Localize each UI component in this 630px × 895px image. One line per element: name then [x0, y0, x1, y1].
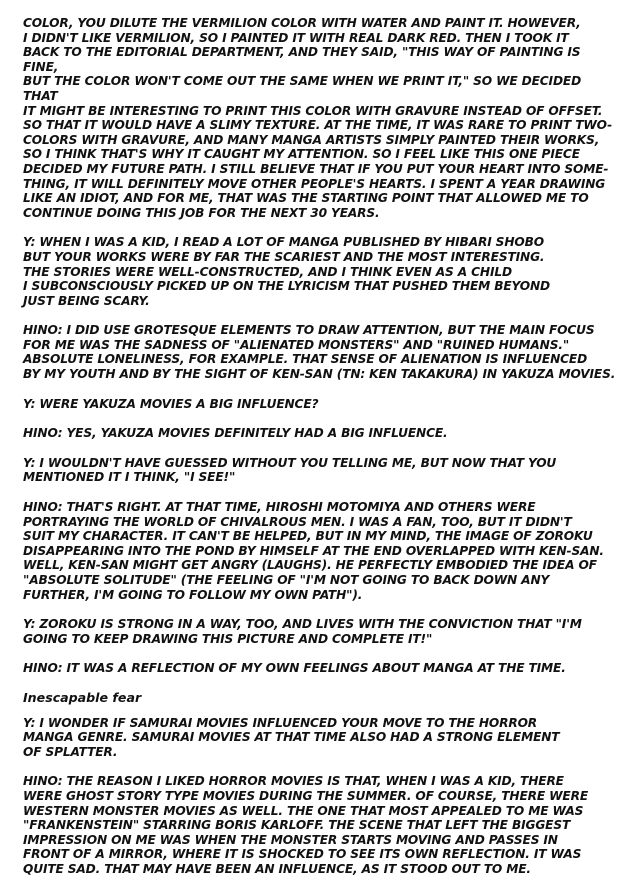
section-heading: Inescapable fear	[23, 689, 142, 705]
paragraph-i-see: Y: I WOULDN'T HAVE GUESSED WITHOUT YOU TELLING ME, BUT NOW THAT YOU MENTIONED IT I THINK, "I SEE!"	[23, 455, 557, 485]
paragraph-frankenstein: HINO: THE REASON I LIKED HORROR MOVIES IS THAT, WHEN I WAS A KID, THERE WERE GHOST STORY TYPE MOVIES DURING THE SUMMER. OF COURSE, THERE WERE WESTERN MONSTER MOVIES AS WELL. THE ONE THAT MOST APPEALED TO ME WAS "FRANKENSTEIN" STARRING BORIS KARLOFF. THE SCENE THAT LEFT THE BIGGEST IMPRESSION ON ME WAS WHEN THE MONSTER STARTS MOVING AND PASSES IN FRONT OF A MIRROR, WHERE IT IS SHOCKED TO SEE ITS OWN REFLECTION. IT WAS QUITE SAD. THAT MAY HAVE BEEN AN INFLUENCE, AS IT STOOD OUT TO ME.	[23, 774, 589, 876]
paragraph-vermilion-gravure: COLOR, YOU DILUTE THE VERMILION COLOR WITH WATER AND PAINT IT. HOWEVER, I DIDN'T LIKE VERMILION, SO I PAINTED IT WITH REAL DARK RED. THEN I TOOK IT BACK TO THE EDITORIAL DEPARTMENT, AND THEY SAID, "THIS WAY OF PAINTING IS FINE, BUT THE COLOR WON'T COME OUT THE SAME WHEN WE PRINT IT," SO WE DECIDED THAT IT MIGHT BE INTERESTING TO PRINT THIS COLOR WITH GRAVURE INSTEAD OF OFFSET. SO THAT IT WOULD HAVE A SLIMY TEXTURE. AT THE TIME, IT WAS RARE TO PRINT TWO- COLORS WITH GRAVURE, AND MANY MANGA ARTISTS SIMPLY PAINTED THEIR WORKS, SO I THINK THAT'S WHY IT CAUGHT MY ATTENTION. SO I FEEL LIKE THIS ONE PIECE DECIDED MY FUTURE PATH. I STILL BELIEVE THAT IF YOU PUT YOUR HEART INTO SOME- THING, IT WILL DEFINITELY MOVE OTHER PEOPLE'S HEARTS. I SPENT A YEAR DRAWING LIKE AN IDIOT, AND FOR ME, THAT WAS THE STARTING POINT THAT ALLOWED ME TO CONTINUE DOING THIS JOB FOR THE NEXT 30 YEARS.	[23, 16, 612, 220]
paragraph-hibari-shobo: Y: WHEN I WAS A KID, I READ A LOT OF MANGA PUBLISHED BY HIBARI SHOBO BUT YOUR WORKS WERE BY FAR THE SCARIEST AND THE MOST INTERESTING. THE STORIES WERE WELL-CONSTRUCTED, AND I THINK EVEN AS A CHILD I SUBCONSCIOUSLY PICKED UP ON THE LYRICISM THAT PUSHED THEM BEYOND JUST BEING SCARY.	[23, 235, 551, 308]
paragraph-alienated-monsters: HINO: I DID USE GROTESQUE ELEMENTS TO DRAW ATTENTION, BUT THE MAIN FOCUS FOR ME WAS THE SADNESS OF "ALIENATED MONSTERS" AND "RUINED HUMANS." ABSOLUTE LONELINESS, FOR EXAMPLE. THAT SENSE OF ALIENATION IS INFLUENCED BY MY YOUTH AND BY THE SIGHT OF KEN-SAN (TN: KEN TAKAKURA) IN YAKUZA MOVIES.	[23, 323, 616, 382]
paragraph-yakuza-answer: HINO: YES, YAKUZA MOVIES DEFINITELY HAD A BIG INFLUENCE.	[23, 426, 448, 441]
paragraph-zoroku: Y: ZOROKU IS STRONG IN A WAY, TOO, AND LIVES WITH THE CONVICTION THAT "I'M GOING TO KEEP DRAWING THIS PICTURE AND COMPLETE IT!"	[23, 617, 582, 646]
paragraph-reflection: HINO: IT WAS A REFLECTION OF MY OWN FEELINGS ABOUT MANGA AT THE TIME.	[23, 661, 566, 676]
interview-page	[23, 16, 619, 892]
paragraph-samurai-movies: Y: I WONDER IF SAMURAI MOVIES INFLUENCED YOUR MOVE TO THE HORROR MANGA GENRE. SAMURAI MOVIES AT THAT TIME ALSO HAD A STRONG ELEMENT OF SPLATTER.	[23, 715, 560, 759]
paragraph-yakuza-question: Y: WERE YAKUZA MOVIES A BIG INFLUENCE?	[23, 396, 319, 411]
paragraph-chivalrous-men: HINO: THAT'S RIGHT. AT THAT TIME, HIROSHI MOTOMIYA AND OTHERS WERE PORTRAYING THE WORLD OF CHIVALROUS MEN. I WAS A FAN, TOO, BUT IT DIDN'T SUIT MY CHARACTER. IT CAN'T BE HELPED, BUT IN MY MIND, THE IMAGE OF ZOROKU DISAPPEARING INTO THE POND BY HIMSELF AT THE END OVERLAPPED WITH KEN-SAN. WELL, KEN-SAN MIGHT GET ANGRY (LAUGHS). HE PERFECTLY EMBODIED THE IDEA OF "ABSOLUTE SOLITUDE" (THE FEELING OF "I'M NOT GOING TO BACK DOWN ANY FURTHER, I'M GOING TO FOLLOW MY OWN PATH").	[23, 500, 604, 602]
